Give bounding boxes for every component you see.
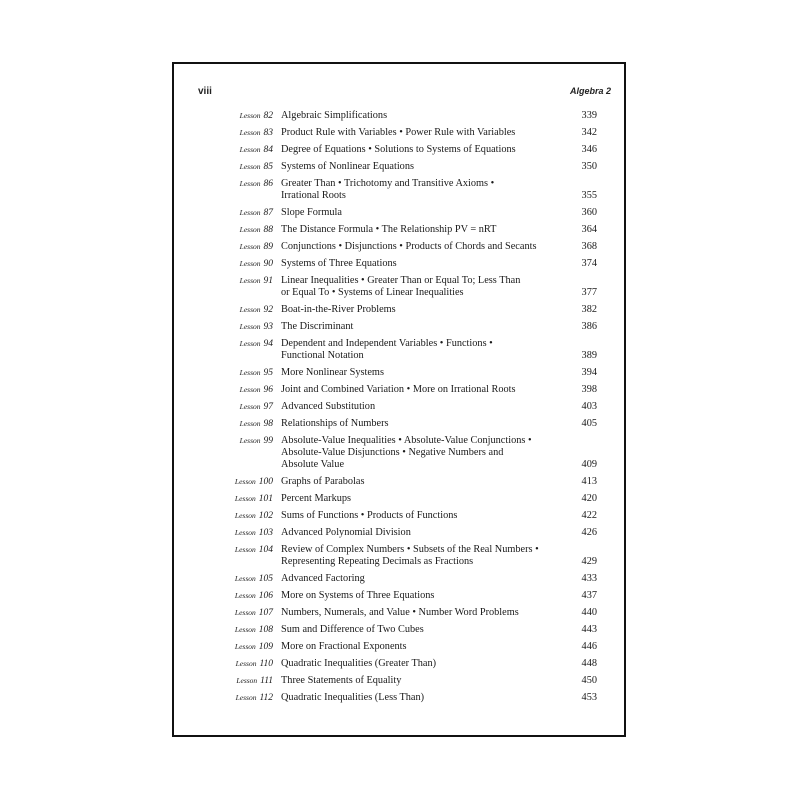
lesson-title [281,127,543,139]
lesson-title [281,304,543,316]
lesson-word: Lesson [239,419,261,428]
lesson-number: 112 [259,693,273,703]
lesson-number: 101 [258,494,273,504]
lesson-title-line: Relationships of Numbers [281,418,389,429]
lesson-word: Lesson [234,642,256,651]
toc-entry [174,384,624,401]
lesson-number: 104 [258,545,273,555]
lesson-label [174,338,273,350]
lesson-word: Lesson [239,111,261,120]
lesson-word: Lesson [239,259,261,268]
lesson-label [174,207,273,219]
toc-entry [174,510,624,527]
lesson-title-line: Quadratic Inequalities (Greater Than) [281,658,437,669]
lesson-title [281,527,543,539]
lesson-word: Lesson [239,242,261,251]
lesson-word: Lesson [239,385,261,394]
lesson-word: Lesson [239,436,261,445]
lesson-title-line: Quadratic Inequalities (Less Than) [281,692,425,703]
lesson-label [174,435,273,447]
lesson-label [174,384,273,396]
lesson-number: 88 [263,225,273,235]
lesson-page-number: 440 [581,607,597,618]
toc-entry [174,367,624,384]
lesson-number: 97 [263,402,273,412]
lesson-number: 85 [263,162,273,172]
lesson-page-number: 382 [581,304,597,315]
lesson-label [174,476,273,488]
toc-entry [174,110,624,127]
lesson-page-number: 403 [581,401,597,412]
lesson-label [174,641,273,653]
toc-entry [174,224,624,241]
lesson-title [281,692,543,704]
lesson-page-number: 429 [581,556,597,567]
lesson-word: Lesson [239,322,261,331]
lesson-label [174,675,273,687]
lesson-page-number: 350 [581,161,597,172]
lesson-title [281,321,543,333]
lesson-label [174,527,273,539]
lesson-page-number: 446 [581,641,597,652]
lesson-title [281,258,543,270]
lesson-word: Lesson [234,574,256,583]
lesson-title [281,641,543,653]
lesson-title-line: Advanced Substitution [281,401,376,412]
lesson-title [281,493,543,505]
lesson-title [281,675,543,687]
lesson-title [281,476,543,488]
lesson-title-line: The Distance Formula • The Relationship PV = nRT [281,224,497,235]
toc-entry [174,127,624,144]
toc-entry [174,304,624,321]
lesson-word: Lesson [239,276,261,285]
lesson-word: Lesson [234,511,256,520]
lesson-label [174,258,273,270]
lesson-title [281,367,543,379]
lesson-page-number: 450 [581,675,597,686]
lesson-page-number: 355 [581,190,597,201]
lesson-page-number: 368 [581,241,597,252]
lesson-title-line: Absolute Value [281,459,345,470]
lesson-number: 83 [263,128,273,138]
lesson-number: 100 [258,477,273,487]
toc-entry [174,275,624,304]
lesson-page-number: 389 [581,350,597,361]
lesson-title [281,275,543,299]
lesson-word: Lesson [239,162,261,171]
lesson-number: 91 [263,276,273,286]
toc-entry [174,144,624,161]
lesson-title [281,161,543,173]
lesson-title [281,435,543,471]
toc-entry [174,590,624,607]
lesson-page-number: 386 [581,321,597,332]
lesson-page-number: 413 [581,476,597,487]
lesson-number: 82 [263,111,273,121]
lesson-label [174,607,273,619]
lesson-title [281,224,543,236]
lesson-label [174,275,273,287]
lesson-word: Lesson [239,305,261,314]
lesson-word: Lesson [235,693,257,702]
lesson-word: Lesson [234,625,256,634]
lesson-page-number: 448 [581,658,597,669]
lesson-title-line: Greater Than • Trichotomy and Transitive Axioms • [281,178,495,189]
lesson-title [281,573,543,585]
lesson-page-number: 409 [581,459,597,470]
lesson-page-number: 437 [581,590,597,601]
lesson-number: 111 [260,676,273,686]
lesson-page-number: 377 [581,287,597,298]
lesson-title-line: Representing Repeating Decimals as Fractions [281,556,474,567]
toc-entry [174,658,624,675]
toc-entry [174,435,624,476]
lesson-title-line: More Nonlinear Systems [281,367,384,378]
lesson-page-number: 394 [581,367,597,378]
lesson-title-line: Percent Markups [281,493,352,504]
lesson-title-line: Sums of Functions • Products of Functions [281,510,458,521]
lesson-title-line: Absolute-Value Disjunctions • Negative Numbers and [281,447,504,458]
toc-entry [174,493,624,510]
lesson-word: Lesson [234,528,256,537]
lesson-word: Lesson [239,368,261,377]
lesson-title-line: More on Systems of Three Equations [281,590,435,601]
lesson-title-line: Algebraic Simplifications [281,110,388,121]
lesson-number: 106 [258,591,273,601]
lesson-number: 89 [263,242,273,252]
lesson-title-line: Boat-in-the-River Problems [281,304,396,315]
toc-entry [174,624,624,641]
lesson-title-line: Three Statements of Equality [281,675,402,686]
lesson-label [174,544,273,556]
toc-entry [174,207,624,224]
toc-entry [174,241,624,258]
lesson-title-line: More on Fractional Exponents [281,641,407,652]
lesson-title-line: Advanced Polynomial Division [281,527,411,538]
toc-entry [174,418,624,435]
lesson-title [281,544,543,568]
lesson-label [174,321,273,333]
lesson-title-line: Graphs of Parabolas [281,476,365,487]
lesson-label [174,161,273,173]
lesson-title-line: Joint and Combined Variation • More on Irrational Roots [281,384,516,395]
lesson-number: 105 [258,574,273,584]
lesson-number: 90 [263,259,273,269]
lesson-title-line: Linear Inequalities • Greater Than or Equal To; Less Than [281,275,521,286]
lesson-label [174,418,273,430]
lesson-word: Lesson [239,128,261,137]
lesson-title [281,110,543,122]
lesson-title [281,624,543,636]
lesson-title-line: Degree of Equations • Solutions to Systems of Equations [281,144,516,155]
lesson-title [281,590,543,602]
lesson-title-line: Absolute-Value Inequalities • Absolute-Value Conjunctions • [281,435,532,446]
lesson-page-number: 364 [581,224,597,235]
lesson-label [174,224,273,236]
lesson-word: Lesson [236,676,258,685]
lesson-page-number: 433 [581,573,597,584]
lesson-word: Lesson [239,179,261,188]
lesson-number: 93 [263,322,273,332]
lesson-number: 96 [263,385,273,395]
lesson-title [281,144,543,156]
lesson-label [174,127,273,139]
toc-entry [174,258,624,275]
lesson-word: Lesson [235,659,257,668]
lesson-page-number: 426 [581,527,597,538]
toc-entry [174,321,624,338]
toc-entry [174,178,624,207]
lesson-title-line: Functional Notation [281,350,364,361]
lesson-page-number: 453 [581,692,597,703]
lesson-title-line: Product Rule with Variables • Power Rule with Variables [281,127,516,138]
lesson-title-line: Review of Complex Numbers • Subsets of the Real Numbers • [281,544,539,555]
lesson-page-number: 405 [581,418,597,429]
lesson-number: 95 [263,368,273,378]
lesson-title-line: The Discriminant [281,321,354,332]
lesson-title [281,207,543,219]
lesson-number: 103 [258,528,273,538]
lesson-number: 102 [258,511,273,521]
toc-entry [174,544,624,573]
running-title: Algebra 2 [569,86,611,96]
lesson-title-line: or Equal To • Systems of Linear Inequalities [281,287,464,298]
lesson-label [174,401,273,413]
lesson-title [281,401,543,413]
lesson-title [281,607,543,619]
lesson-title [281,178,543,202]
lesson-label [174,178,273,190]
lesson-word: Lesson [239,402,261,411]
lesson-title [281,384,543,396]
lesson-page-number: 346 [581,144,597,155]
lesson-label [174,367,273,379]
toc-entry [174,476,624,493]
lesson-title-line: Numbers, Numerals, and Value • Number Word Problems [281,607,519,618]
lesson-label [174,110,273,122]
lesson-title-line: Advanced Factoring [281,573,365,584]
lesson-title [281,658,543,670]
lesson-title-line: Systems of Three Equations [281,258,397,269]
table-of-contents [174,110,624,709]
lesson-word: Lesson [239,339,261,348]
lesson-title [281,241,543,253]
lesson-number: 98 [263,419,273,429]
lesson-title-line: Systems of Nonlinear Equations [281,161,414,172]
lesson-number: 84 [263,145,273,155]
lesson-label [174,493,273,505]
lesson-page-number: 398 [581,384,597,395]
lesson-number: 87 [263,208,273,218]
lesson-page-number: 374 [581,258,597,269]
lesson-title [281,418,543,430]
lesson-number: 94 [263,339,273,349]
lesson-label [174,590,273,602]
toc-entry [174,401,624,418]
lesson-word: Lesson [234,545,256,554]
lesson-title-line: Conjunctions • Disjunctions • Products of Chords and Secants [281,241,537,252]
lesson-number: 99 [263,436,273,446]
lesson-number: 86 [263,179,273,189]
lesson-label [174,144,273,156]
lesson-label [174,510,273,522]
toc-entry [174,607,624,624]
toc-entry [174,641,624,658]
lesson-word: Lesson [234,608,256,617]
lesson-label [174,304,273,316]
lesson-title-line: Irrational Roots [281,190,346,201]
lesson-word: Lesson [239,208,261,217]
toc-entry [174,573,624,590]
lesson-label [174,692,273,704]
lesson-word: Lesson [234,591,256,600]
lesson-number: 107 [258,608,273,618]
lesson-word: Lesson [239,225,261,234]
book-page [172,62,626,737]
lesson-title-line: Dependent and Independent Variables • Functions • [281,338,493,349]
lesson-title-line: Sum and Difference of Two Cubes [281,624,424,635]
lesson-page-number: 342 [581,127,597,138]
toc-entry [174,692,624,709]
lesson-title [281,510,543,522]
toc-entry [174,527,624,544]
lesson-number: 92 [263,305,273,315]
lesson-number: 109 [258,642,273,652]
lesson-word: Lesson [234,477,256,486]
lesson-number: 110 [259,659,273,669]
lesson-title-line: Slope Formula [281,207,342,218]
lesson-word: Lesson [234,494,256,503]
lesson-title [281,338,543,362]
lesson-page-number: 422 [581,510,597,521]
lesson-label [174,241,273,253]
page-number: viii [198,86,212,97]
toc-entry [174,675,624,692]
lesson-label [174,658,273,670]
toc-entry [174,161,624,178]
lesson-page-number: 443 [581,624,597,635]
lesson-label [174,624,273,636]
lesson-page-number: 339 [581,110,597,121]
lesson-word: Lesson [239,145,261,154]
toc-entry [174,338,624,367]
lesson-page-number: 420 [581,493,597,504]
lesson-number: 108 [258,625,273,635]
lesson-label [174,573,273,585]
lesson-page-number: 360 [581,207,597,218]
